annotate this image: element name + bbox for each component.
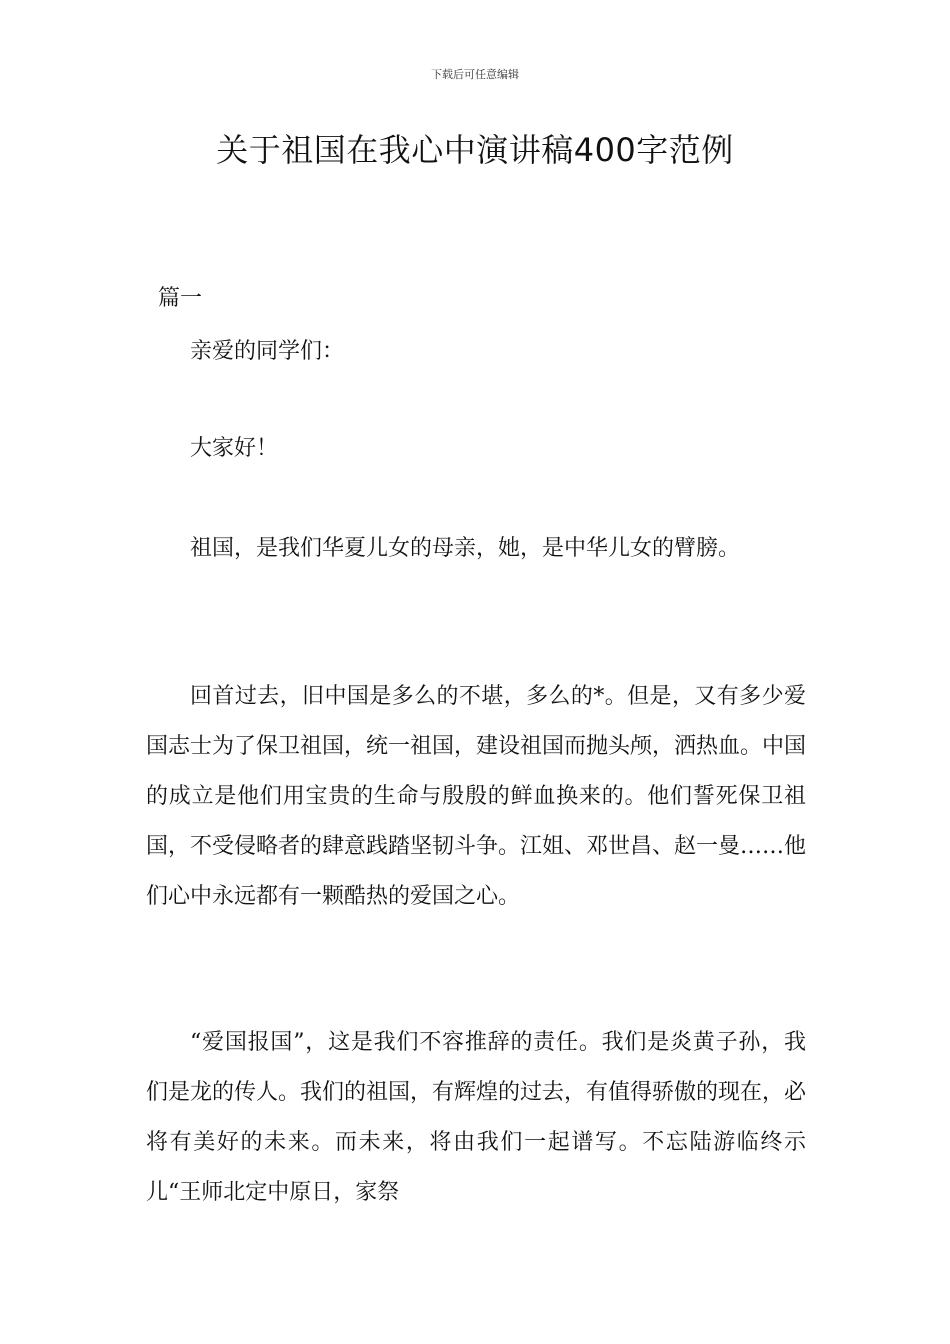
header-note: 下载后可任意编辑	[431, 68, 519, 81]
section-label: 篇一	[158, 286, 203, 311]
paragraph-greeting: 亲爱的同学们：	[190, 339, 345, 364]
paragraph-history: 回首过去，旧中国是多么的不堪，多么的*。但是，又有多少爱国志士为了保卫祖国，统一祖国，建设祖国而抛头颅，洒热血。中国的成立是他们用宝贵的生命与殷殷的鲜血换来的。他们誓死保卫祖国，不受侵略者的肆意践踏坚韧斗争。江姐、邓世昌、赵一曼……他们心中永远都有一颗酷热的爱国之心。	[146, 684, 807, 909]
paragraph-hello: 大家好！	[190, 436, 279, 461]
paragraph-patriotism: “爱国报国”，这是我们不容推辞的责任。我们是炎黄子孙，我们是龙的传人。我们的祖国，有辉煌的过去，有值得骄傲的现在，必将有美好的未来。而未来，将由我们一起谱写。不忘陆游临终示儿“王师北定中原日，家祭	[146, 1030, 807, 1205]
paragraph-motherland: 祖国，是我们华夏儿女的母亲，她，是中华儿女的臂膀。	[190, 536, 741, 561]
document-title: 关于祖国在我心中演讲稿400字范例	[216, 131, 734, 169]
